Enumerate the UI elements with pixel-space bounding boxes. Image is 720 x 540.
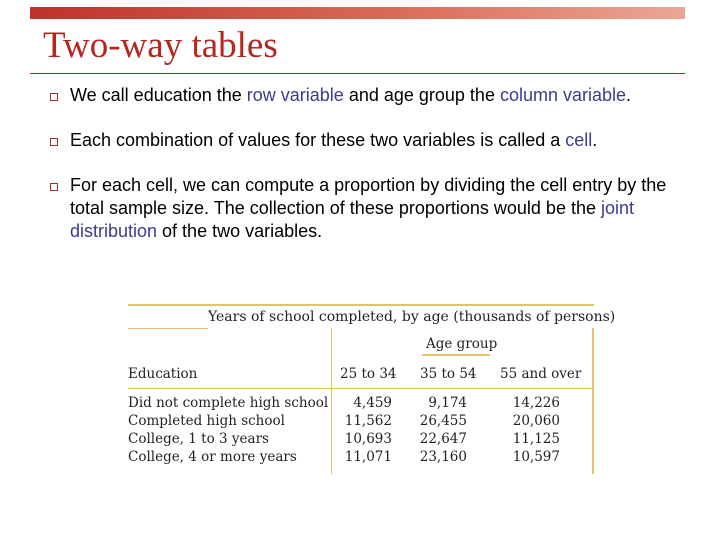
- table-row: [128, 449, 592, 467]
- square-bullet-icon: [50, 138, 58, 146]
- cell-value: 11,562: [344, 413, 392, 429]
- column-header: 25 to 34: [340, 366, 397, 382]
- bullet-text-part: of the two variables.: [157, 221, 323, 241]
- header-rule: [128, 388, 592, 389]
- bullet-text: [70, 85, 631, 105]
- age-group-underline: [422, 354, 490, 356]
- cell-value: 26,455: [419, 413, 467, 429]
- cell-value: 22,647: [419, 431, 467, 447]
- bullet-text: [70, 175, 666, 241]
- square-bullet-icon: [50, 183, 58, 191]
- table-right-border: [592, 328, 594, 474]
- cell-value: 4,459: [353, 395, 392, 411]
- row-label: College, 4 or more years: [128, 449, 297, 465]
- cell-value: 23,160: [419, 449, 467, 465]
- term-joint-distribution: joint distribution: [70, 198, 635, 241]
- bullet-list: [48, 84, 688, 265]
- square-bullet-icon: [50, 93, 58, 101]
- column-header: 35 to 54: [420, 366, 477, 382]
- bullet-text-part: We call education the: [70, 85, 247, 105]
- slide-title: Two-way tables: [43, 25, 278, 66]
- column-header: 55 and over: [500, 366, 582, 382]
- table-row: [128, 431, 592, 449]
- table-row: [128, 395, 592, 413]
- table-left-rule: [128, 328, 208, 329]
- cell-value: 11,071: [344, 449, 392, 465]
- bullet-text-part: and age group the: [343, 85, 500, 105]
- row-header-education: Education: [128, 366, 198, 382]
- two-way-table-figure: [128, 304, 616, 474]
- cell-value: 9,174: [428, 395, 467, 411]
- bullet-text: [70, 130, 597, 150]
- bullet-text-part: .: [592, 130, 598, 150]
- table-row: [128, 413, 592, 431]
- cell-value: 20,060: [512, 413, 560, 429]
- cell-value: 10,693: [344, 431, 392, 447]
- cell-value: 14,226: [512, 395, 560, 411]
- bullet-text-part: .: [626, 85, 632, 105]
- cell-value: 11,125: [512, 431, 560, 447]
- table-title: Years of school completed, by age (thousands of persons): [208, 309, 616, 325]
- row-label: Completed high school: [128, 413, 285, 429]
- bullet-item: [48, 174, 688, 243]
- bullet-text-part: For each cell, we can compute a proportion by dividing the cell entry by the total sample size. The collection of these proportions would be the: [70, 175, 667, 218]
- row-label: Did not complete high school: [128, 395, 329, 411]
- row-label: College, 1 to 3 years: [128, 431, 269, 447]
- cell-value: 10,597: [512, 449, 560, 465]
- age-group-label: Age group: [426, 336, 498, 352]
- term-row-variable: row variable: [246, 85, 344, 105]
- bullet-text-part: Each combination of values for these two variables is called a: [70, 130, 566, 150]
- bullet-item: [48, 84, 688, 107]
- title-accent-bar: [30, 7, 685, 19]
- term-column-variable: column variable: [499, 85, 627, 105]
- term-cell: cell: [565, 130, 593, 150]
- title-underline: [30, 73, 685, 74]
- bullet-item: [48, 129, 688, 152]
